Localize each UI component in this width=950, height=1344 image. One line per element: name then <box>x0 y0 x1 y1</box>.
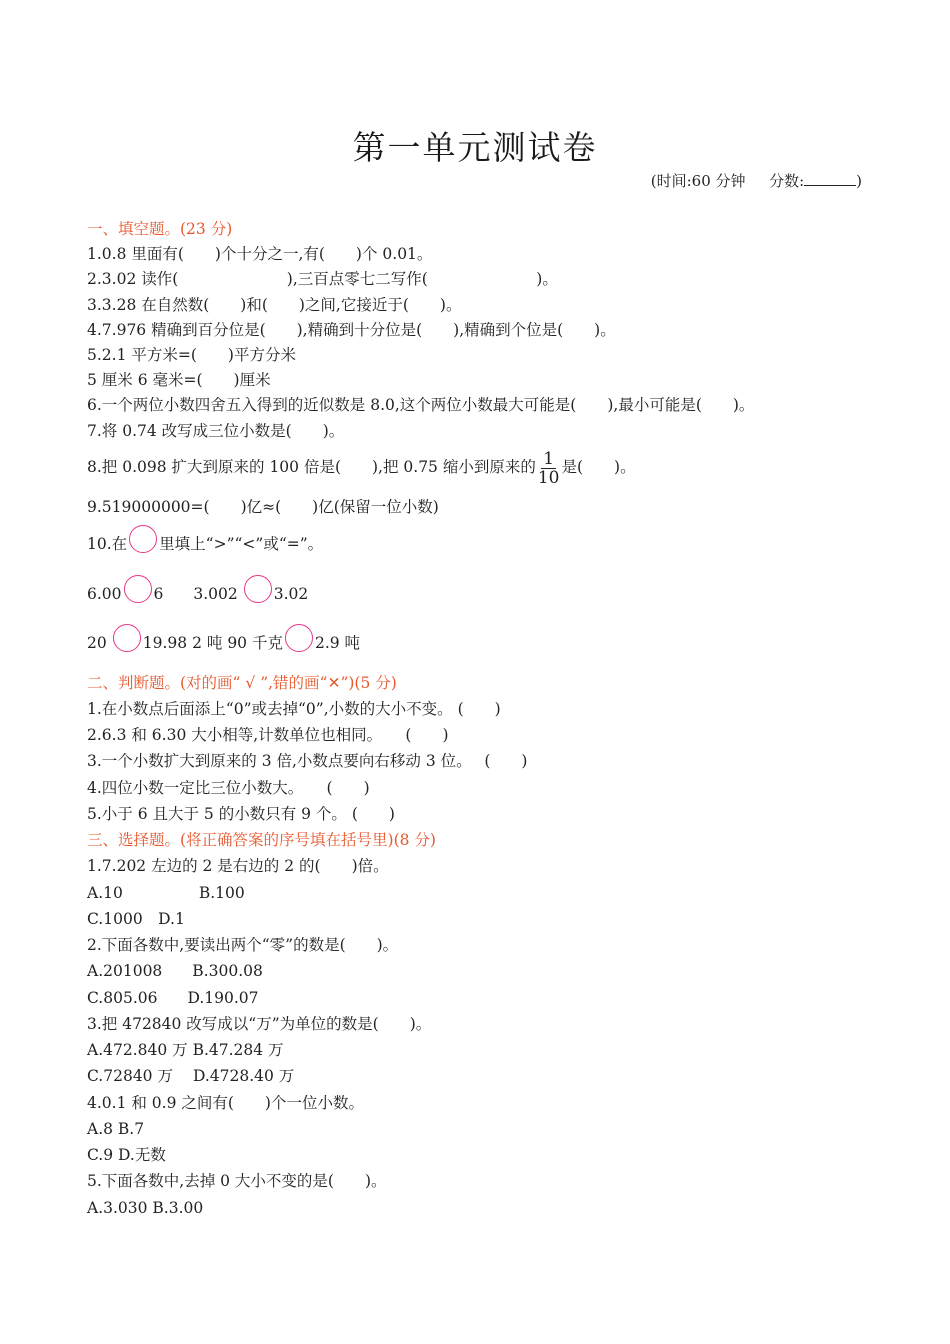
s2-q1: 1.在小数点后面添上“0”或去掉“0”,小数的大小不变。 ( ) <box>87 700 501 718</box>
section-1-heading: 一、填空题。(23 分) <box>87 220 233 238</box>
s3-q1-cd: C.1000 D.1 <box>87 910 185 928</box>
s1-q8-post: 是( )。 <box>561 458 636 476</box>
s1-q7: 7.将 0.74 改写成三位小数是( )。 <box>87 422 345 440</box>
compare-right: 19.98 <box>142 634 188 652</box>
option-d: D.190.07 <box>187 989 259 1007</box>
s1-q3: 3.3.28 在自然数( )和( )之间,它接近于( )。 <box>87 296 462 314</box>
option-b: B.300.08 <box>192 962 263 980</box>
compare-left: 6.00 <box>87 585 122 603</box>
s3-q5-ab: A.3.030 B.3.00 <box>87 1199 204 1217</box>
s3-q4-ab: A.8 B.7 <box>87 1120 145 1138</box>
compare-circle-1[interactable] <box>124 575 152 603</box>
option-d: D.4728.40 万 <box>192 1067 295 1085</box>
s3-q3-ab: A.472.840 万 B.47.284 万 <box>87 1041 284 1059</box>
s3-q5: 5.下面各数中,去掉 0 大小不变的是( )。 <box>87 1172 387 1190</box>
fraction-one-tenth <box>538 450 560 487</box>
s2-q5: 5.小于 6 且大于 5 的小数只有 9 个。 ( ) <box>87 805 395 823</box>
page-title: 第一单元测试卷 <box>352 128 598 167</box>
option-b: B.100 <box>198 884 245 902</box>
score-label: 分数: <box>769 172 805 190</box>
s1-q5b: 5 厘米 6 毫米=( )厘米 <box>87 371 271 389</box>
s1-q10-pre: 10.在 <box>87 535 128 553</box>
compare-circle-icon <box>129 525 157 553</box>
fraction-numerator: 1 <box>543 448 555 469</box>
time-label: (时间:60 分钟 <box>650 172 746 190</box>
s3-q3: 3.把 472840 改写成以“万”为单位的数是( )。 <box>87 1015 432 1033</box>
compare-row-2 <box>87 630 360 658</box>
option-a: A.201008 <box>87 962 163 980</box>
s1-q8 <box>87 448 636 487</box>
s2-q4: 4.四位小数一定比三位小数大。 ( ) <box>87 779 370 797</box>
compare-circle-3[interactable] <box>113 624 141 652</box>
s1-q4: 4.7.976 精确到百分位是( ),精确到十分位是( ),精确到个位是( )。 <box>87 321 616 339</box>
compare-left: 2 吨 90 千克 <box>192 634 283 652</box>
s3-q2: 2.下面各数中,要读出两个“零”的数是( )。 <box>87 936 399 954</box>
s1-q5a: 5.2.1 平方米=( )平方分米 <box>87 346 296 364</box>
s2-q3: 3.一个小数扩大到原来的 3 倍,小数点要向右移动 3 位。 ( ) <box>87 752 528 770</box>
s3-q4-cd: C.9 D.无数 <box>87 1146 166 1164</box>
compare-left: 20 <box>87 634 107 652</box>
s1-q10 <box>87 531 323 559</box>
s3-q2-cd <box>87 988 259 1008</box>
s3-q2-ab <box>87 961 263 981</box>
s3-q4: 4.0.1 和 0.9 之间有( )个一位小数。 <box>87 1094 364 1112</box>
s1-q8-pre: 8.把 0.098 扩大到原来的 100 倍是( ),把 0.75 缩小到原来的 <box>87 458 536 476</box>
s1-q2: 2.3.02 读作( ),三百点零七二写作( )。 <box>87 270 558 288</box>
option-c: C.72840 万 <box>87 1067 173 1085</box>
compare-right: 2.9 吨 <box>314 634 361 652</box>
s3-q1: 1.7.202 左边的 2 是右边的 2 的( )倍。 <box>87 857 389 875</box>
s1-q1: 1.0.8 里面有( )个十分之一,有( )个 0.01。 <box>87 245 433 263</box>
s3-q3-cd <box>87 1066 294 1086</box>
s1-q9: 9.519000000=( )亿≈( )亿(保留一位小数) <box>87 498 439 516</box>
compare-circle-2[interactable] <box>244 575 272 603</box>
section-2-heading: 二、判断题。(对的画“ √ ”,错的画“✕”)(5 分) <box>87 674 397 692</box>
meta-close: ) <box>856 172 862 190</box>
exam-meta <box>651 170 862 191</box>
section-3-heading: 三、选择题。(将正确答案的序号填在括号里)(8 分) <box>87 831 436 849</box>
option-c: C.805.06 <box>87 989 158 1007</box>
compare-right: 3.02 <box>273 585 309 603</box>
compare-left: 3.002 <box>193 585 238 603</box>
compare-right: 6 <box>153 585 164 603</box>
score-blank[interactable] <box>804 171 856 186</box>
fraction-denominator: 10 <box>537 467 560 488</box>
s3-q1-ab <box>87 883 245 903</box>
s2-q2: 2.6.3 和 6.30 大小相等,计数单位也相同。 ( ) <box>87 726 449 744</box>
option-a: A.10 <box>87 884 123 902</box>
s1-q10-post: 里填上“>”“<”或“=”。 <box>159 535 324 553</box>
s1-q6: 6.一个两位小数四舍五入得到的近似数是 8.0,这个两位小数最大可能是( ),最小可能是( )。 <box>87 396 755 414</box>
compare-circle-4[interactable] <box>285 624 313 652</box>
compare-row-1 <box>87 581 308 609</box>
